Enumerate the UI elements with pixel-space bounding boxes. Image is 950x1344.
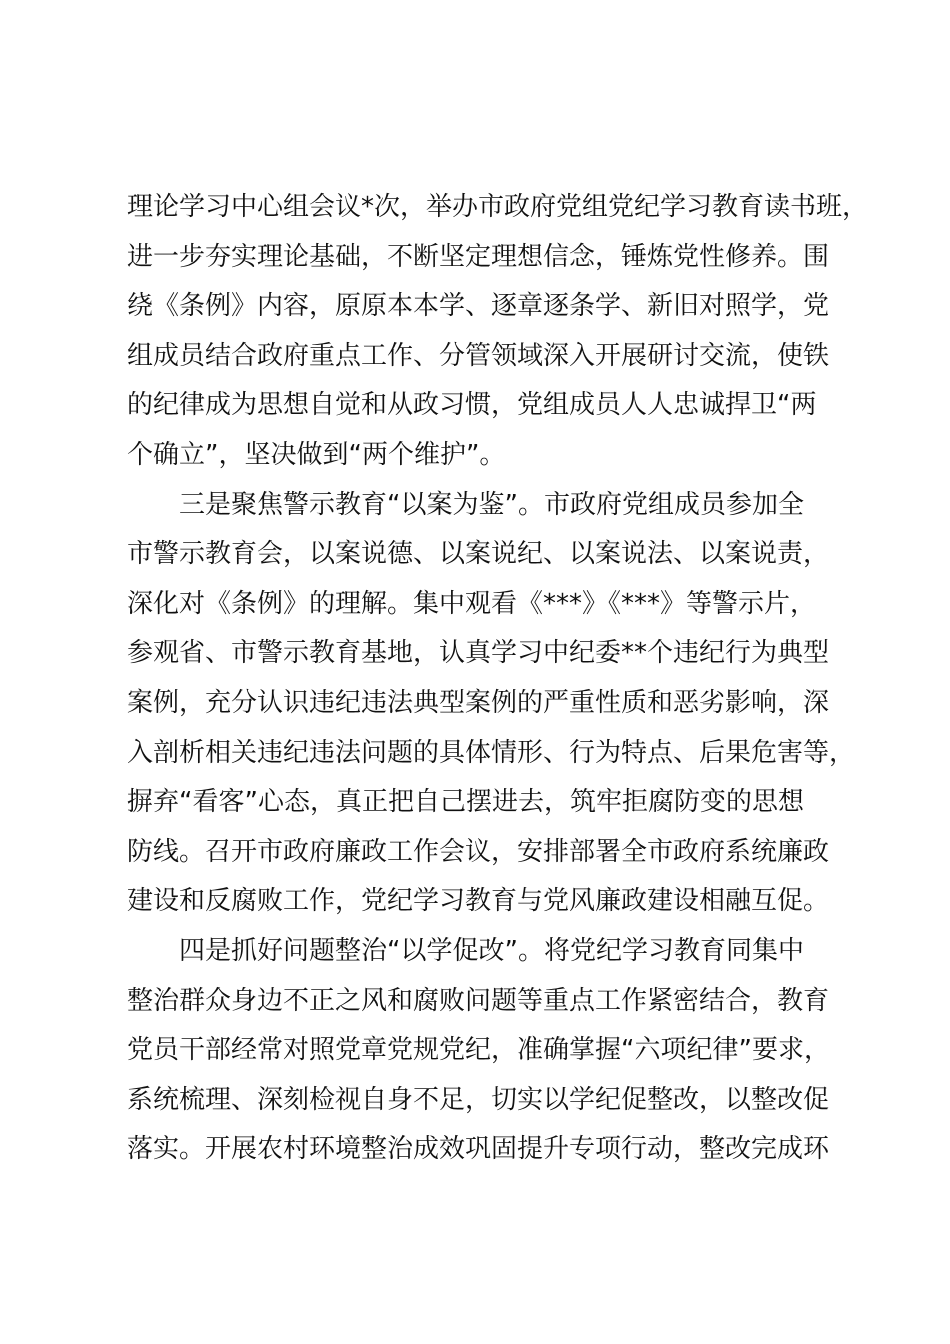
text-line: 落实。开展农村环境整治成效巩固提升专项行动，整改完成环: [127, 1134, 830, 1165]
text-line: 系统梳理、深刻检视自身不足，切实以学纪促整改，以整改促: [127, 1084, 830, 1115]
text-line: 的纪律成为思想自觉和从政习惯，党组成员人人忠诚捍卫“两: [127, 390, 817, 421]
text-line: 组成员结合政府重点工作、分管领域深入开展研讨交流，使铁: [127, 340, 830, 371]
paragraph-3: [127, 927, 887, 1175]
document-body: [127, 183, 887, 1175]
paragraph-2: [127, 481, 887, 927]
text-line: 四是抓好问题整治“以学促改”。将党纪学习教育同集中: [179, 935, 804, 966]
text-line: 防线。召开市政府廉政工作会议，安排部署全市政府系统廉政: [127, 836, 830, 867]
text-line: 绕《条例》内容，原原本本学、逐章逐条学、新旧对照学，党: [127, 291, 830, 322]
text-line: 三是聚焦警示教育“以案为鉴”。市政府党组成员参加全: [179, 489, 804, 520]
text-line: 建设和反腐败工作，党纪学习教育与党风廉政建设相融互促。: [127, 886, 830, 917]
text-line: 个确立”，坚决做到“两个维护”。: [127, 439, 506, 470]
text-line: 深化对《条例》的理解。集中观看《***》《***》等警示片，: [127, 588, 817, 619]
text-line: 参观省、市警示教育基地，认真学习中纪委**个违纪行为典型: [127, 638, 830, 669]
text-line: 入剖析相关违纪违法问题的具体情形、行为特点、后果危害等，: [127, 737, 856, 768]
text-line: 市警示教育会，以案说德、以案说纪、以案说法、以案说责，: [127, 539, 830, 570]
text-line: 理论学习中心组会议*次，举办市政府党组党纪学习教育读书班，: [127, 192, 869, 222]
text-line: 进一步夯实理论基础，不断坚定理想信念，锤炼党性修养。围: [127, 241, 830, 272]
text-line: 摒弃“看客”心态，真正把自己摆进去，筑牢拒腐防变的思想: [127, 787, 804, 818]
text-line: 党员干部经常对照党章党规党纪，准确掌握“六项纪律”要求，: [127, 1035, 830, 1066]
text-line: 整治群众身边不正之风和腐败问题等重点工作紧密结合，教育: [127, 985, 830, 1016]
paragraph-1: [127, 183, 887, 481]
text-line: 案例，充分认识违纪违法典型案例的严重性质和恶劣影响，深: [127, 687, 830, 718]
